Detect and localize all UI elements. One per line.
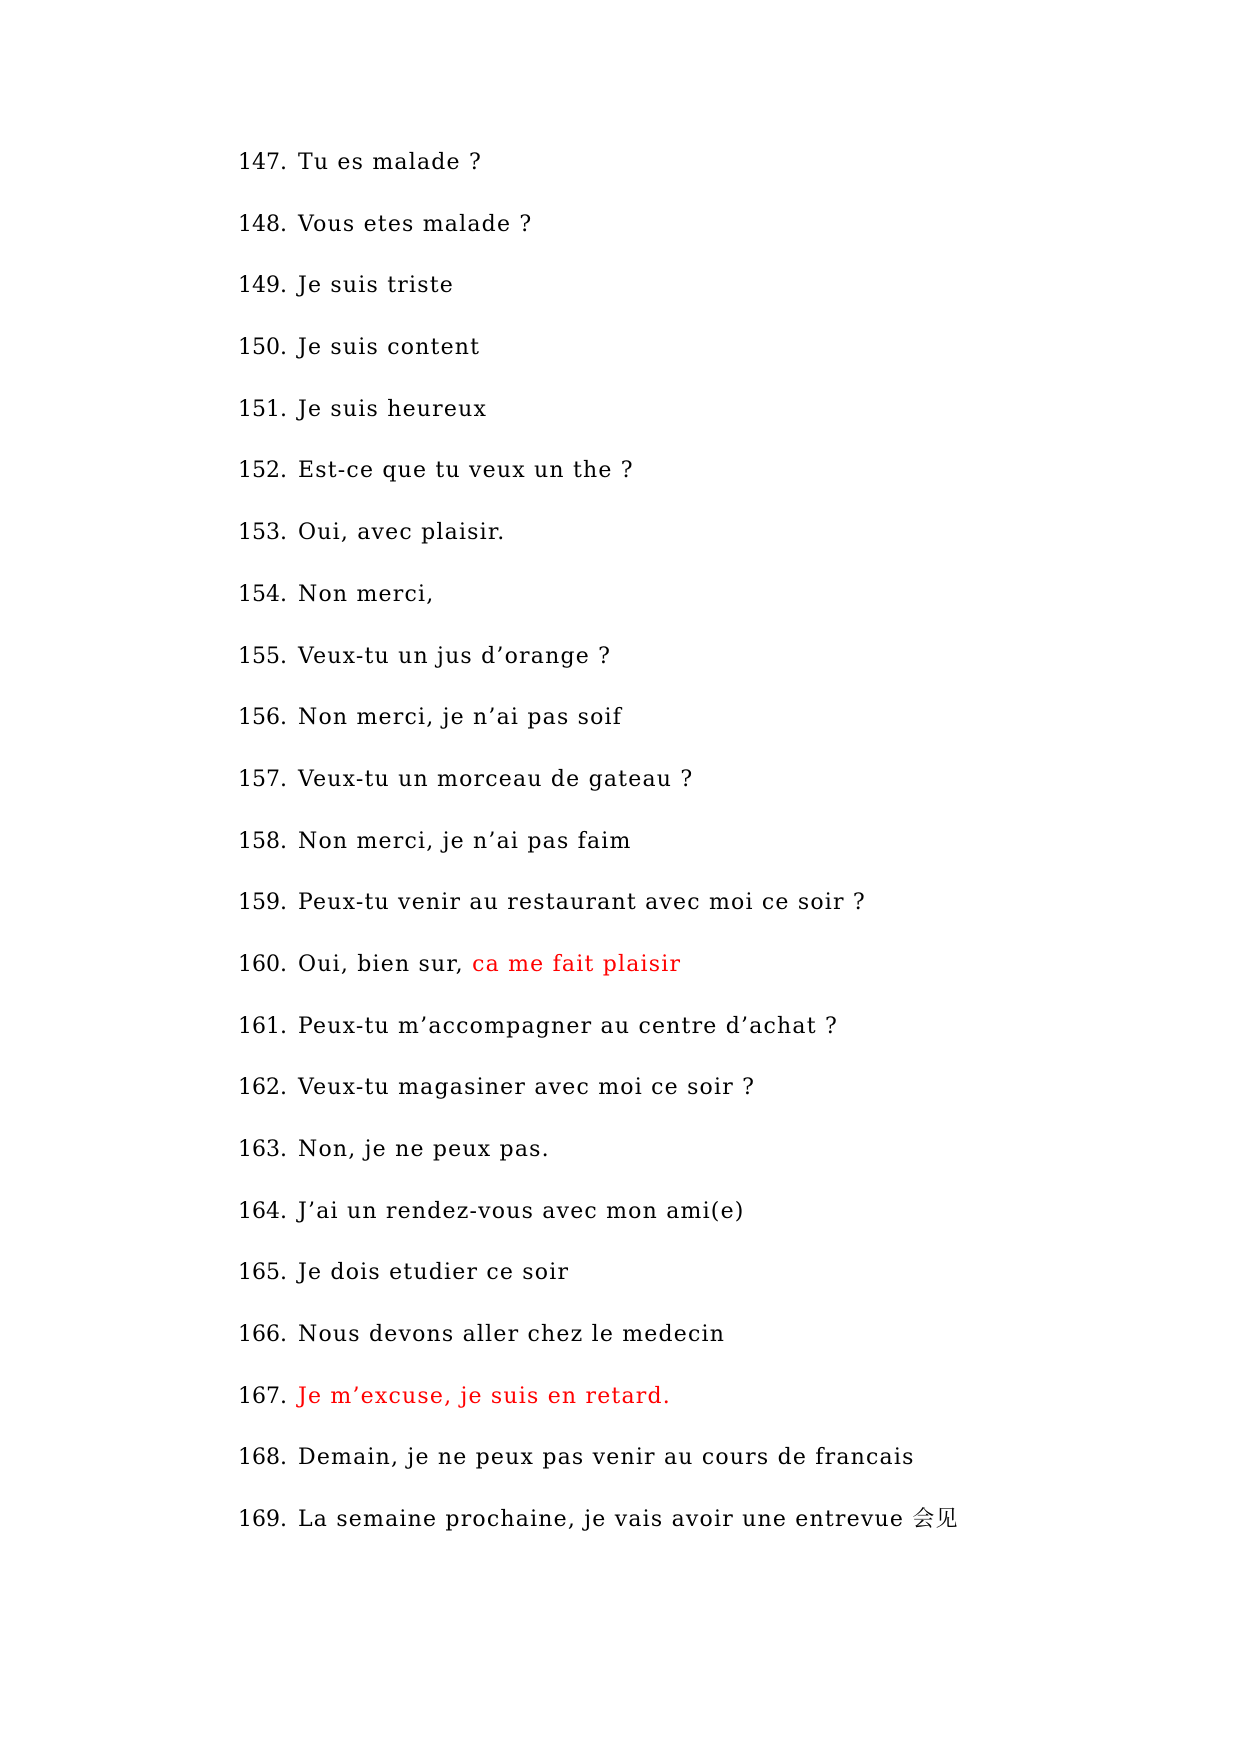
list-item [238, 456, 959, 518]
item-text: Vous etes malade ? [298, 211, 533, 237]
list-item [238, 1135, 959, 1197]
list-item [238, 888, 959, 950]
item-text: Non merci, je n’ai pas faim [298, 828, 632, 854]
item-number: 165. [238, 1260, 287, 1286]
item-text: Veux-tu un jus d’orange ? [298, 643, 612, 669]
list-item [238, 580, 959, 642]
item-number: 168. [238, 1445, 287, 1471]
item-text: Non merci, je n’ai pas soif [298, 705, 623, 731]
item-highlight: ca me fait plaisir [472, 951, 682, 977]
phrase-list [238, 148, 959, 1567]
item-text: Nous devons aller chez le medecin [298, 1322, 726, 1348]
list-item [238, 950, 959, 1012]
item-number: 156. [238, 705, 287, 731]
list-item [238, 765, 959, 827]
item-number: 167. [238, 1383, 287, 1409]
item-number: 163. [238, 1137, 287, 1162]
item-text: Je dois etudier ce soir [298, 1260, 570, 1286]
item-text: Demain, je ne peux pas venir au cours de francais [298, 1445, 915, 1471]
item-number: 164. [238, 1198, 287, 1224]
item-text: Oui, avec plaisir. [298, 520, 506, 546]
item-text: J’ai un rendez-vous avec mon ami(e) [298, 1198, 745, 1224]
item-number: 150. [238, 335, 287, 361]
list-item [238, 333, 959, 395]
item-number: 158. [238, 828, 287, 854]
list-item [238, 1320, 959, 1382]
item-text: Non merci, [298, 581, 435, 607]
item-number: 149. [238, 273, 287, 299]
item-number: 161. [238, 1013, 287, 1039]
item-number: 148. [238, 211, 287, 237]
list-item [238, 703, 959, 765]
item-number: 155. [238, 643, 287, 669]
list-item [238, 1258, 959, 1320]
item-text: Je suis heureux [298, 396, 488, 422]
item-number: 169. [238, 1507, 287, 1533]
list-item [238, 148, 959, 210]
list-item [238, 271, 959, 333]
list-item [238, 1197, 959, 1259]
list-item [238, 827, 959, 889]
list-item [238, 1073, 959, 1135]
item-text: Oui, bien sur, [298, 951, 473, 977]
list-item [238, 1505, 959, 1567]
list-item [238, 518, 959, 580]
item-text: La semaine prochaine, je vais avoir une entrevue 会见 [298, 1507, 959, 1533]
item-text: Peux-tu venir au restaurant avec moi ce soir ? [298, 890, 866, 916]
list-item [238, 1382, 959, 1444]
item-number: 153. [238, 520, 287, 546]
list-item [238, 210, 959, 272]
item-number: 147. [238, 150, 287, 175]
item-number: 166. [238, 1322, 287, 1348]
list-item [238, 1012, 959, 1074]
item-number: 160. [238, 951, 287, 977]
list-item [238, 642, 959, 704]
item-text: Veux-tu un morceau de gateau ? [298, 766, 694, 792]
item-number: 157. [238, 766, 287, 792]
item-text: Veux-tu magasiner avec moi ce soir ? [298, 1075, 756, 1101]
item-text: Est-ce que tu veux un the ? [298, 458, 634, 484]
item-text: Je suis triste [298, 273, 454, 299]
item-text: Je suis content [298, 335, 481, 361]
item-text: Non, je ne peux pas. [298, 1137, 550, 1162]
item-number: 154. [238, 581, 287, 607]
item-number: 151. [238, 396, 287, 422]
item-number: 152. [238, 458, 287, 484]
list-item [238, 1443, 959, 1505]
item-text: Peux-tu m’accompagner au centre d’achat ? [298, 1013, 838, 1039]
item-number: 159. [238, 890, 287, 916]
item-number: 162. [238, 1075, 287, 1101]
list-item [238, 395, 959, 457]
item-text: Tu es malade ? [298, 150, 482, 175]
item-highlight: Je m’excuse, je suis en retard. [298, 1383, 671, 1409]
